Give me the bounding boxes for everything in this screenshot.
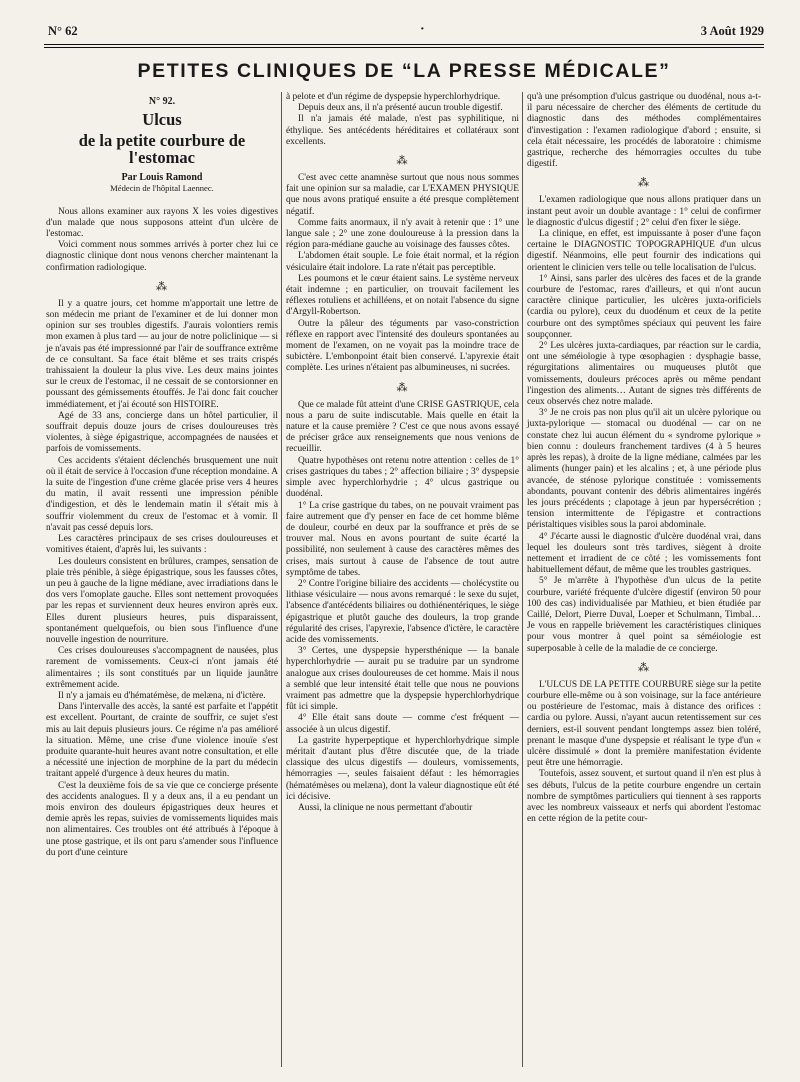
- article-title-line-1: Ulcus: [142, 110, 182, 130]
- paragraph: L'abdomen était souple. Le foie était normal, et la région vésiculaire était indolore. La rate n'était pas perceptible.: [286, 251, 519, 273]
- paragraph: Outre la pâleur des téguments par vaso-constriction réflexe en rapport avec l'intensité des douleurs spontanées au moment de l'examen, on ne voyait pas la moindre trace de subictère. L'embonpoint était bien conservé. L'apyrexie était complète. Les urines n'étaient pas albumineuses, ni sucrées.: [286, 318, 519, 374]
- paragraph: Toutefois, assez souvent, et surtout quand il n'en est plus à ses débuts, l'ulcus de la petite courbure engendre un certain nombre de symptômes particuliers qui tiennent à ses rapports avec les nombreux vaisseaux et nerfs qui abordent l'estomac en cette région de la petite cour-: [527, 769, 761, 825]
- issue-number: N° 62: [48, 24, 78, 38]
- paragraph: 1° La crise gastrique du tabes, on ne pouvait vraiment pas faire autrement que d'y penser en face de cet homme blême de douleur, courbé en deux par la souffrance et près de se trouver mal. Nous en avons pourtant de suite écarté la possibilité, non seulement à cause des caractères mêmes des crises, mais surtout à cause de l'absence de tout autre symptôme de tabes.: [286, 500, 519, 578]
- paragraph: La clinique, en effet, est impuissante à poser d'une façon certaine le DIAGNOSTIC TOPOGRAPHIQUE d'un ulcus digestif. Néanmoins, elle peut fournir des indications qui orientent le clinicien vers telle ou telle localisation de l'ulcus.: [527, 229, 761, 273]
- author-affiliation: Médecin de l'hôpital Laennec.: [110, 183, 214, 194]
- paragraph: qu'à une présomption d'ulcus gastrique ou duodénal, nous a-t-il paru nécessaire de chercher des éléments de certitude du diagnostic dans des méthodes complémentaires d'investigation : l'examen radiologique d'abord ; ensuite, si cela était nécessaire, les procédés de laboratoire : chimisme gastrique, recherche des hémorragies occultes du tube digestif.: [527, 92, 761, 170]
- paragraph: La gastrite hyperpeptique et hyperchlorhydrique simple méritait d'autant plus d'être discutée que, de la triade classique des ulcus digestifs — douleurs, vomissements, hémorragies —, seules faisaient défaut : les hémorragies (hématémèses ou melæna), dont la valeur diagnostique eût été ici décisive.: [286, 735, 519, 802]
- paragraph: 5° Je m'arrête à l'hypothèse d'un ulcus de la petite courbure, variété fréquente d'ulcère digestif (environ 50 pour 100 des cas) individualisée par Mathieu, et bien étudiée par Caillé, Delort, Pierre Duval, Loeper et Schulmann, Timbal… Je vous en rappelle brièvement les caractéristiques cliniques pour vous montrer à quel point sa séméiologie est superposable à celle de la maladie de ce concierge.: [527, 576, 761, 654]
- paragraph: Les poumons et le cœur étaient sains. Le système nerveux était indemne ; en particulier, on trouvait facilement les réflexes rotuliens et achilléens, et on notait l'absence du signe d'Argyll-Robertson.: [286, 273, 519, 318]
- column-1: [46, 92, 278, 859]
- article-title-line-2: de la petite courbure de l'estomac: [78, 131, 246, 168]
- paragraph: 2° Contre l'origine biliaire des accidents — cholécystite ou lithiase vésiculaire — nous avons remarqué : le sexe du sujet, l'absence d'antécédents biliaires ou dothiénentériques, le siège épigastrique et plutôt gauche des douleurs, la trop grande régularité des crises, l'apyrexie, l'absence d'ictère, le caractère acide des vomissements.: [286, 578, 519, 645]
- paragraph: Que ce malade fût atteint d'une CRISE GASTRIQUE, cela nous a paru de suite indiscutable. Mais quelle en était la nature et la cause première ? C'est ce que nous avons essayé de préciser grâce aux renseignements que nous venions de recueillir.: [286, 399, 519, 455]
- paragraph: à pelote et d'un régime de dyspepsie hyperchlorhydrique.: [286, 92, 501, 102]
- paragraph: C'est la deuxième fois de sa vie que ce concierge présente des accidents analogues. Il y a deux ans, il a eu pendant un mois environ des douleurs épigastriques deux heures et demie après les repas, suivies de vomissements liquides mais non alimentaires. Ces troubles ont été attribués à l'époque à une ptose gastrique, et ils ont paru s'amender sous l'influence du port d'une ceinture: [46, 780, 278, 858]
- paragraph: Il n'a jamais été malade, n'est pas syphilitique, ni éthylique. Ses antécédents héréditaires et collatéraux sont excellents.: [286, 114, 519, 147]
- column-2: [286, 92, 519, 814]
- paragraph: 2° Les ulcères juxta-cardiaques, par réaction sur le cardia, ont une séméiologie à type œsophagien : dysphagie basse, régurgitations alimentaires ou muqueuses plutôt que vomissements, douleurs précoces après ou même pendant l'ingestion des aliments… Autant de signes très différents de ceux observés chez notre malade.: [527, 341, 761, 408]
- paragraph: 3° Je ne crois pas non plus qu'il ait un ulcère pylorique ou juxta-pylorique — stomacal ou duodénal — car on ne constate chez lui aucun élément du « syndrome pylorique » bien connu : douleurs franchement tardives (4 à 5 heures après les repas), à droite de la ligne médiane, calmées par les aliments (hunger pain) et les alcalins ; et, à une période plus avancée, de sténose pylorique constituée : vomissements abondants, pouvant contenir des débris alimentaires ingérés les jours précédents ; clapotage à jeun par hypersécrétion ; tension intermittente de l'épigastre et contractions péristaltiques visibles sous la paroi abdominale.: [527, 408, 761, 531]
- section-separator: ⁂: [396, 155, 409, 168]
- section-separator: ⁂: [396, 381, 409, 394]
- paragraph: 4° Elle était sans doute — comme c'est fréquent — associée à un ulcus digestif.: [286, 713, 519, 735]
- section-separator: ⁂: [638, 661, 650, 674]
- paragraph: Agé de 33 ans, concierge dans un hôtel particulier, il souffrait depuis douze jours de crises douloureuses très violentes, à siège épigastrique, accompagnées de nausées et parfois de vomissements.: [46, 410, 278, 455]
- paragraph: Ces accidents s'étaient déclenchés brusquement une nuit où il était de service à l'occasion d'une réception mondaine. A la suite de l'ingestion d'une crème glacée prise vers 4 heures du matin, il avait ressenti une impression pénible d'indigestion, et dès le lendemain matin il s'était mis à souffrir violemment du creux de l'estomac et à vomir. Il n'avait pas cessé depuis lors.: [46, 455, 278, 533]
- paragraph: 4° J'écarte aussi le diagnostic d'ulcère duodénal vrai, dans lequel les douleurs sont très tardives, siègent à droite nettement et irradient de ce côté ; les vomissements font habituellement défaut, de même que les troubles gastriques.: [527, 531, 761, 576]
- paragraph: Dans l'intervalle des accès, la santé est parfaite et l'appétit est excellent. Pourtant, de crainte de souffrir, ce sujet s'est mis au lait depuis plusieurs jours. Ce régime n'a pas amélioré la situation. Même, une crise d'une violence inouïe s'est produite quarante-huit heures avant notre consultation, et elle a nécessité une injection de morphine de la part du médecin traitant appelé d'urgence à deux heures du matin.: [46, 702, 278, 780]
- paragraph: C'est avec cette anamnèse surtout que nous nous sommes fait une opinion sur sa maladie, car L'EXAMEN PHYSIQUE que nous avons pratiqué ensuite a été presque complètement négatif.: [286, 173, 519, 217]
- article-number: N° 92.: [148, 96, 176, 107]
- column-divider: [522, 92, 523, 1067]
- paragraph: Aussi, la clinique ne nous permettant d'aboutir: [298, 802, 473, 813]
- paragraph: Les douleurs consistent en brûlures, crampes, sensation de plaie très pénible, à siège épigastrique, sous les fausses côtes, un peu à gauche de la ligne médiane, avec irradiations dans le dos vers l'omoplate gauche. Elles sont nettement provoquées par les repas et surviennent deux heures environ après eux. Elles durent plusieurs heures, puis disparaissent, spontanément quelquefois, ou bien sous l'influence d'une nouvelle ingestion de nourriture.: [46, 556, 278, 645]
- issue-date: 3 Août 1929: [700, 24, 764, 38]
- section-banner: PETITES CLINIQUES DE “LA PRESSE MÉDICALE”: [137, 60, 671, 82]
- paragraph: 3° Certes, une dyspepsie hypersthénique — la banale hyperchlorhydrie — aurait pu se traduire par un syndrome analogue aux crises douloureuses de cet homme. Mais il nous a semblé que leur intensité était telle que nous ne pouvions vraiment pas admettre que la dyspepsie hyperchlorhydrique fût ici simple.: [286, 646, 519, 713]
- article-byline: Par Louis Ramond: [121, 172, 203, 184]
- paragraph: Nous allons examiner aux rayons X les voies digestives d'un malade que nous supposons atteint d'un ulcère de l'estomac.: [46, 206, 278, 240]
- page-header: [48, 22, 764, 44]
- paragraph: Les caractères principaux de ses crises douloureuses et vomitives étaient, d'après lui, les suivants :: [46, 534, 278, 556]
- paragraph: Il n'y a jamais eu d'hématémèse, de melæna, ni d'ictère.: [58, 690, 266, 701]
- paragraph: Ces crises douloureuses s'accompagnent de nausées, plus rarement de vomissements. Ceux-ci n'ont jamais été alimentaires ; ils sont constitués par un liquide jaunâtre extrêmement acide.: [46, 646, 278, 690]
- header-mark: ·: [420, 22, 425, 37]
- paragraph: 1° Ainsi, sans parler des ulcères des faces et de la grande courbure de l'estomac, rares d'ailleurs, et qui n'ont aucun caractère clinique particulier, les ulcères juxta-orificiels (cardia ou pylore), ceux du duodénum et ceux de la petite courbure ont des symptômes spéciaux qui peuvent les faire soupçonner.: [527, 273, 761, 340]
- paragraph: Quatre hypothèses ont retenu notre attention : celles de 1° crises gastriques du tabes ; 2° affection biliaire ; 3° dyspepsie simple avec hyperchlorhydrie ; 4° ulcus gastrique ou duodénal.: [286, 455, 519, 500]
- paragraph: Comme faits anormaux, il n'y avait à retenir que : 1° une langue sale ; 2° une zone douloureuse à la pression dans la région para-médiane gauche au voisinage des fausses côtes.: [286, 217, 519, 251]
- header-rule-thin: [44, 47, 764, 48]
- column-divider: [281, 92, 282, 1067]
- paragraph: Depuis deux ans, il n'a présenté aucun trouble digestif.: [298, 103, 503, 114]
- section-separator: ⁂: [156, 280, 168, 293]
- paragraph: L'examen radiologique que nous allons pratiquer dans un instant peut avoir un double avantage : 1° celui de confirmer le diagnostic d'ulcus digestif ; 2° celui d'en fixer le siège.: [527, 195, 761, 228]
- header-rule: [44, 44, 764, 45]
- paragraph: L'ULCUS DE LA PETITE COURBURE siège sur la petite courbure elle-même ou à son voisinage, sur la face antérieure ou postérieure de l'estomac, mais à distance des orifices : cardia ou pylore. Aussi, n'ayant aucun retentissement sur ces derniers, est-il souvent pendant longtemps assez bien toléré, prenant le masque d'une dyspepsie et réalisant le type d'un « ulcère dissimulé » dont la première manifestation évidente peut être une hémorragie.: [527, 679, 761, 769]
- paragraph: Voici comment nous sommes arrivés à porter chez lui ce diagnostic clinique dont nous venons chercher maintenant la confirmation radiologique.: [46, 240, 278, 273]
- paragraph: Il y a quatre jours, cet homme m'apportait une lettre de son médecin me priant de l'examiner et de lui donner mon opinion sur ses troubles digestifs. J'aurais volontiers remis mon examen à plus tard — au jour de notre policlinique — si je n'avais pas été impressionné par l'air de souffrance extrême de ce consultant. Sa face était blême et ses traits crispés trahissaient la douleur la plus vive. Les deux mains jointes sur le creux de l'estomac, il ne cessait de se contorsionner en poussant des gémissements étouffés. Je l'ai donc fait coucher immédiatement, et j'ai écouté son HISTOIRE.: [46, 298, 278, 410]
- section-separator: ⁂: [638, 177, 650, 190]
- column-3: [527, 92, 761, 825]
